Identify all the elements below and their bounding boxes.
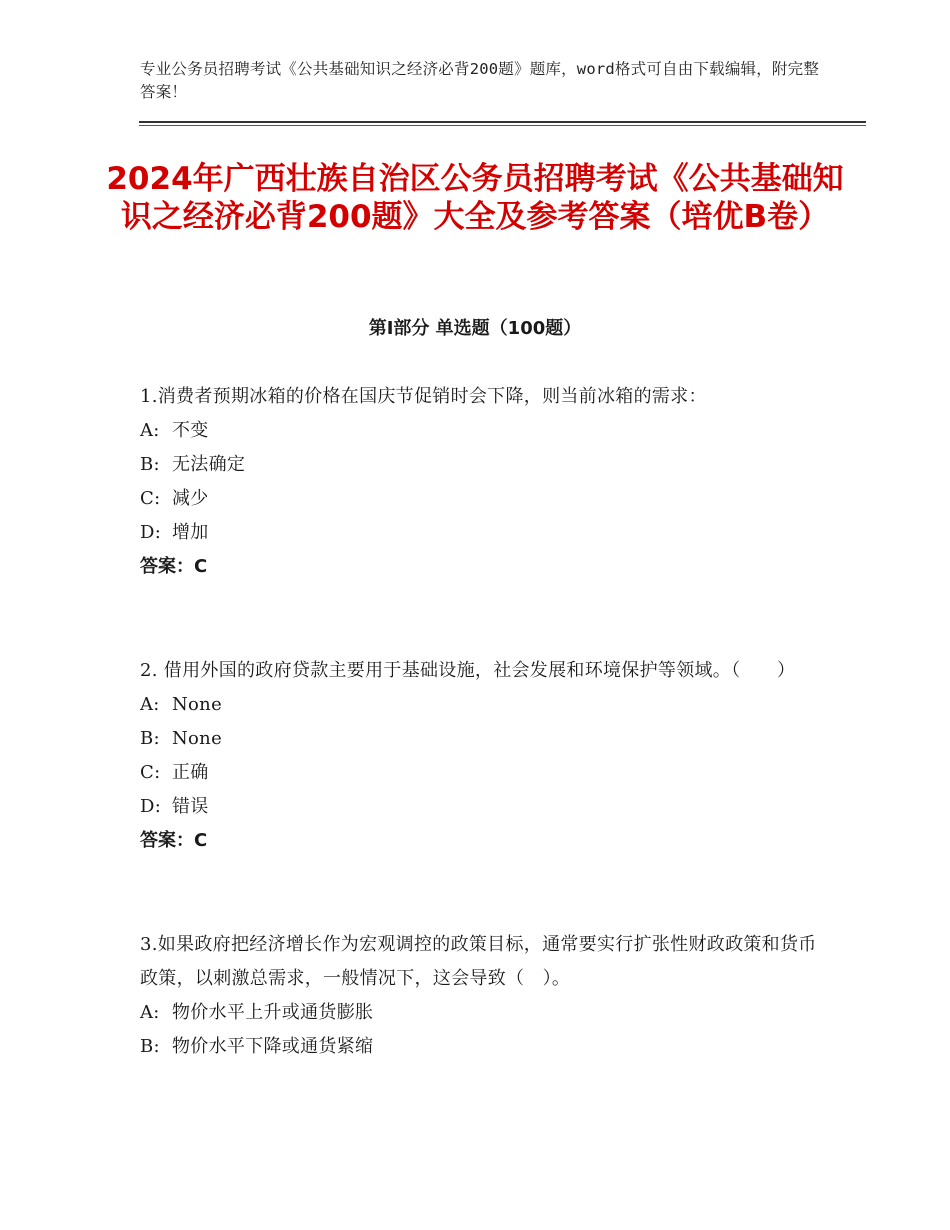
question-3	[140, 928, 820, 1064]
option-text: 错误	[172, 796, 209, 817]
option-c	[140, 482, 820, 516]
answer-line: 答案：C	[140, 830, 208, 851]
question-1	[140, 380, 820, 584]
option-text: None	[172, 694, 223, 715]
header-rule-thin	[139, 125, 866, 126]
option-c	[140, 756, 820, 790]
option-text: 无法确定	[172, 454, 246, 475]
option-letter: A:	[140, 1002, 160, 1023]
question-stem: 2. 借用外国的政府贷款主要用于基础设施，社会发展和环境保护等领域。（ ）	[140, 660, 796, 681]
header-note: 专业公务员招聘考试《公共基础知识之经济必背200题》题库，word格式可自由下载编辑，附完整答案！	[140, 60, 820, 101]
option-letter: B:	[140, 454, 160, 475]
question-stem: 3.如果政府把经济增长作为宏观调控的政策目标，通常要实行扩张性财政政策和货币政策，以刺激总需求，一般情况下，这会导致（ ）。	[140, 934, 817, 989]
option-letter: B:	[140, 728, 160, 749]
option-b	[140, 1030, 820, 1064]
option-d	[140, 516, 820, 550]
answer-line: 答案：C	[140, 556, 208, 577]
option-letter: A:	[140, 694, 160, 715]
document-title: 2024年广西壮族自治区公务员招聘考试《公共基础知识之经济必背200题》大全及参考答案（培优B卷）	[106, 161, 844, 235]
question-stem: 1.消费者预期冰箱的价格在国庆节促销时会下降，则当前冰箱的需求：	[140, 386, 707, 407]
option-a	[140, 414, 820, 448]
option-letter: C:	[140, 762, 161, 783]
header-rule-thick	[139, 121, 866, 123]
question-2	[140, 654, 820, 858]
option-letter: C:	[140, 488, 161, 509]
option-b	[140, 448, 820, 482]
option-letter: A:	[140, 420, 160, 441]
option-letter: B:	[140, 1036, 160, 1057]
option-text: 正确	[172, 762, 209, 783]
section-title: 第Ⅰ部分 单选题（100题）	[368, 318, 582, 339]
option-a	[140, 996, 820, 1030]
option-text: 减少	[172, 488, 209, 509]
option-d	[140, 790, 820, 824]
option-b	[140, 722, 820, 756]
option-text: 物价水平下降或通货紧缩	[172, 1036, 374, 1057]
option-letter: D:	[140, 796, 162, 817]
option-text: 物价水平上升或通货膨胀	[172, 1002, 374, 1023]
option-text: 不变	[172, 420, 209, 441]
option-letter: D:	[140, 522, 162, 543]
option-a	[140, 688, 820, 722]
option-text: None	[172, 728, 223, 749]
option-text: 增加	[172, 522, 209, 543]
